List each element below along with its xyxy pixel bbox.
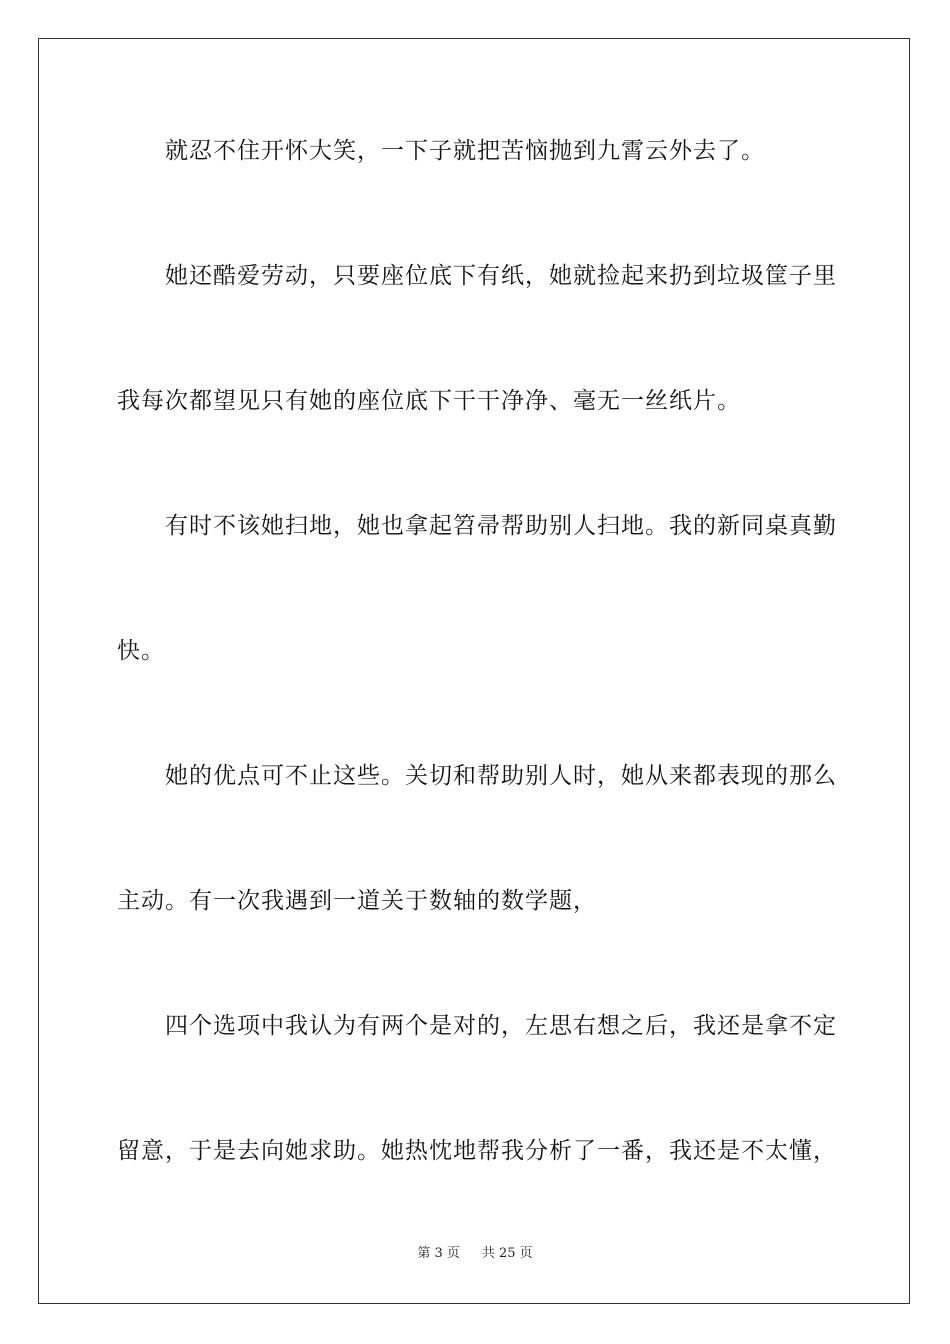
text-line: 主动。有一次我遇到一道关于数轴的数学题， <box>117 888 597 914</box>
text-line: 就忍不住开怀大笑，一下子就把苦恼抛到九霄云外去了。 <box>165 138 765 164</box>
text-line: 我每次都望见只有她的座位底下干干净净、毫无一丝纸片。 <box>117 388 741 414</box>
page-total: 共 25 页 <box>481 1246 533 1261</box>
text-line: 她还酷爱劳动，只要座位底下有纸，她就捡起来扔到垃圾筐子里 <box>165 263 837 289</box>
text-line: 留意，于是去向她求助。她热忱地帮我分析了一番，我还是不太懂， <box>117 1138 837 1164</box>
page-footer <box>0 1245 950 1263</box>
text-line: 快。 <box>117 638 165 664</box>
text-line: 有时不该她扫地，她也拿起笤帚帮助别人扫地。我的新同桌真勤 <box>165 513 837 539</box>
page-number: 第 3 页 <box>417 1246 460 1261</box>
text-line: 四个选项中我认为有两个是对的，左思右想之后，我还是拿不定 <box>165 1013 837 1039</box>
page-frame <box>38 38 910 1304</box>
text-line: 她的优点可不止这些。关切和帮助别人时，她从来都表现的那么 <box>165 763 837 789</box>
